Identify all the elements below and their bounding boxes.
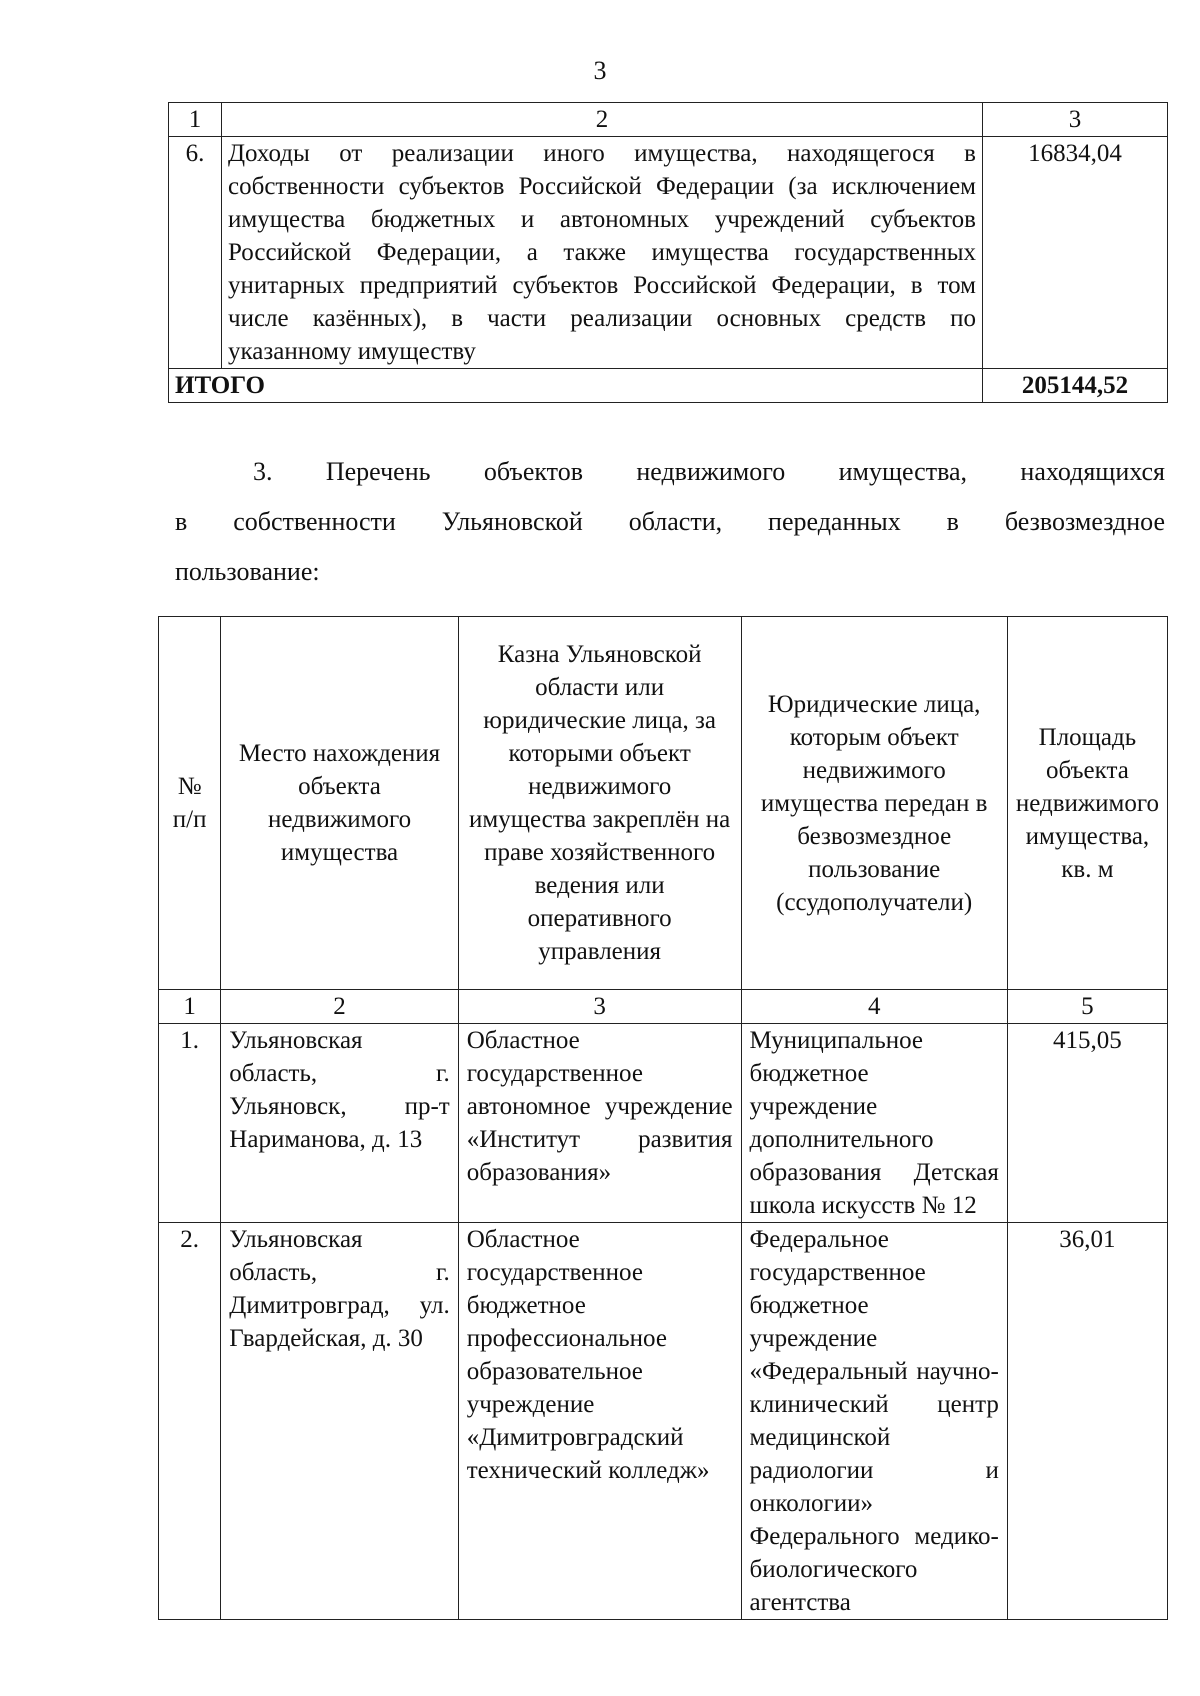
- area-cell: 415,05: [1007, 1024, 1167, 1223]
- paragraph-line-3: пользование:: [175, 557, 320, 586]
- header-holder: Казна Ульяновской области или юридические лица, за которыми объект недвижимого имущества закреплён на праве хозяйственного ведения или оперативного управления: [458, 617, 741, 990]
- page-number: 3: [593, 56, 607, 85]
- row-number: 6.: [169, 137, 222, 369]
- income-table: [168, 102, 1168, 403]
- table-header-row: [159, 617, 1168, 990]
- header-location: Место нахождения объекта недвижимого имущества: [221, 617, 458, 990]
- total-value: 205144,52: [983, 369, 1168, 403]
- holder-cell: Областное государственное бюджетное профессиональное образовательное учреждение «Димитровградский технический колледж»: [458, 1223, 741, 1620]
- header-user: Юридические лица, которым объект недвижимого имущества передан в безвозмездное пользование (ссудополучатели): [741, 617, 1007, 990]
- column-numbers-row: [159, 990, 1168, 1024]
- row-number: 2.: [159, 1223, 221, 1620]
- header-number: № п/п: [159, 617, 221, 990]
- column-number-4: 4: [741, 990, 1007, 1024]
- total-label: ИТОГО: [169, 369, 983, 403]
- column-number-2: 2: [221, 990, 458, 1024]
- location-cell: Ульяновская область, г. Ульяновск, пр-т Нариманова, д. 13: [221, 1024, 458, 1223]
- table-row: [169, 137, 1168, 369]
- header-area: Площадь объекта недвижимого имущества, кв. м: [1007, 617, 1167, 990]
- table-header-row: [169, 103, 1168, 137]
- table-row: [159, 1024, 1168, 1223]
- row-number: 1.: [159, 1024, 221, 1223]
- column-number-3: 3: [983, 103, 1168, 137]
- income-description: Доходы от реализации иного имущества, находящегося в собственности субъектов Российской Федерации (за исключением имущества бюджетных и автономных учреждений субъектов Российской Федерации, а также имущества государственных унитарных предприятий субъектов Российской Федерации, в том числе казённых), в части реализации основных средств по указанному имуществу: [222, 137, 983, 369]
- paragraph-line-2: в собственности Ульяновской области, переданных в безвозмездное: [175, 507, 1165, 536]
- total-row: [169, 369, 1168, 403]
- holder-cell: Областное государственное автономное учреждение «Институт развития образования»: [458, 1024, 741, 1223]
- column-number-2: 2: [222, 103, 983, 137]
- table-row: [159, 1223, 1168, 1620]
- column-number-3: 3: [458, 990, 741, 1024]
- column-number-5: 5: [1007, 990, 1167, 1024]
- paragraph-line-1: 3. Перечень объектов недвижимого имущества, находящихся: [253, 457, 1165, 486]
- column-number-1: 1: [169, 103, 222, 137]
- user-cell: Федеральное государственное бюджетное учреждение «Федеральный научно-клинический центр медицинской радиологии и онкологии» Федерального медико-биологического агентства: [741, 1223, 1007, 1620]
- location-cell: Ульяновская область, г. Димитровград, ул. Гвардейская, д. 30: [221, 1223, 458, 1620]
- area-cell: 36,01: [1007, 1223, 1167, 1620]
- property-table: [158, 616, 1168, 1620]
- column-number-1: 1: [159, 990, 221, 1024]
- income-value: 16834,04: [983, 137, 1168, 369]
- user-cell: Муниципальное бюджетное учреждение дополнительного образования Детская школа искусств № 12: [741, 1024, 1007, 1223]
- section-paragraph: [175, 447, 1165, 597]
